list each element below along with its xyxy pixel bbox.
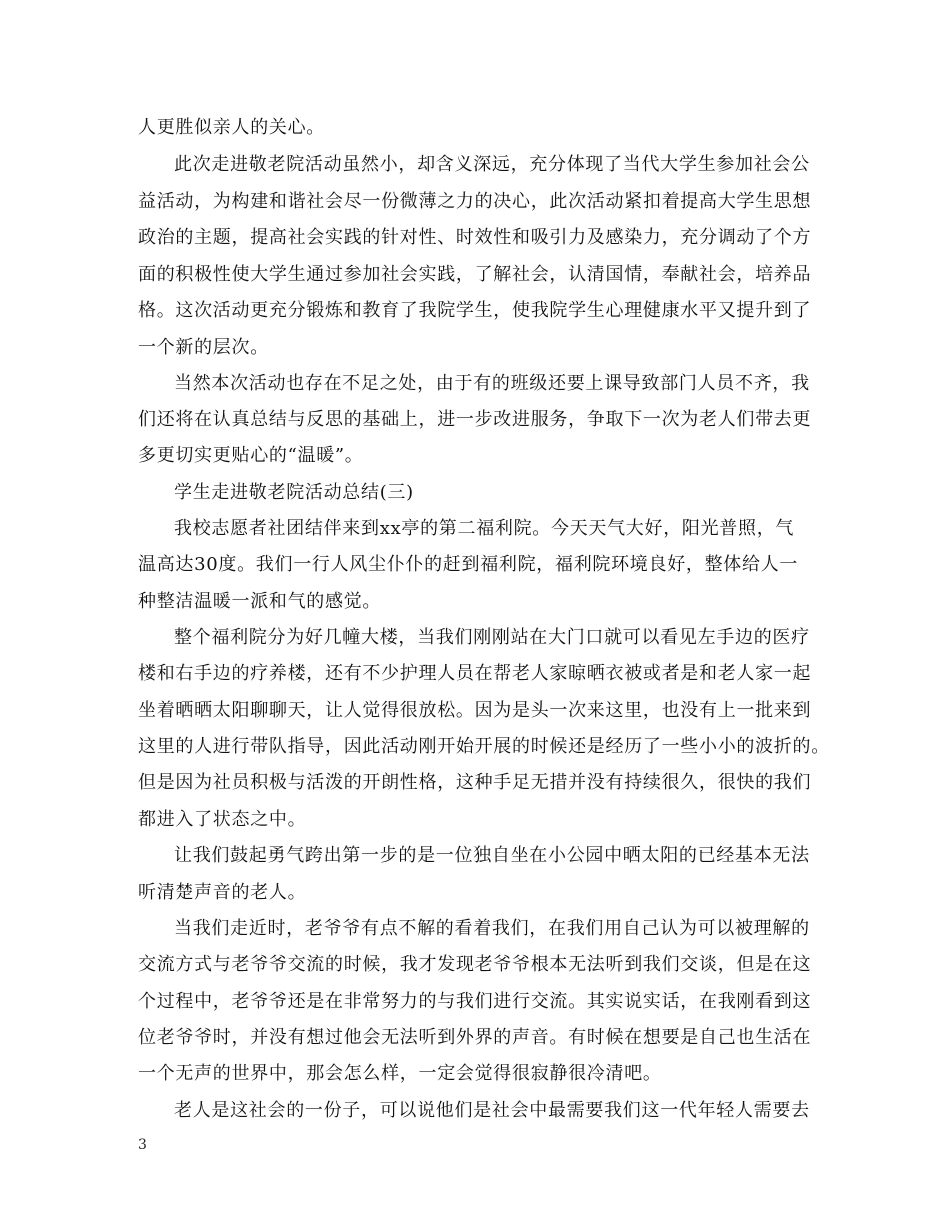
- text-line: 格。这次活动更充分锻炼和教育了我院学生，使我院学生心理健康水平又提升到了: [138, 300, 812, 321]
- text-line: 一个新的层次。: [138, 337, 269, 358]
- text-line: 楼和右手边的疗养楼，还有不少护理人员在帮老人家晾晒衣被或者是和老人家一起: [138, 663, 812, 684]
- text-line: 温高达30度。我们一行人风尘仆仆的赶到福利院，福利院环境良好，整体给人一: [138, 554, 799, 575]
- text-line: 当然本次活动也存在不足之处，由于有的班级还要上课导致部门人员不齐，我: [174, 373, 810, 394]
- text-line: 政治的主题，提高社会实践的针对性、时效性和吸引力及感染力，充分调动了个方: [138, 227, 812, 248]
- text-line: 都进入了状态之中。: [138, 809, 307, 830]
- text-line: 们还将在认真总结与反思的基础上，进一步改进服务，争取下一次为老人们带去更: [138, 409, 812, 430]
- text-line: 此次走进敬老院活动虽然小，却含义深远，充分体现了当代大学生参加社会公: [174, 154, 810, 175]
- text-line: 但是因为社员积极与活泼的开朗性格，这种手足无措并没有持续很久，很快的我们: [138, 772, 812, 793]
- text-line: 听清楚声音的老人。: [138, 882, 307, 903]
- text-line: 种整洁温暖一派和气的感觉。: [138, 591, 382, 612]
- page-number: 3: [138, 1137, 147, 1153]
- section-heading: 学生走进敬老院活动总结(三): [174, 482, 414, 503]
- text-line: 一个无声的世界中，那会怎么样，一定会觉得很寂静很冷清吧。: [138, 1063, 662, 1084]
- text-line: 位老爷爷时，并没有想过他会无法听到外界的声音。有时候在想要是自己也生活在: [138, 1027, 812, 1048]
- text-line: 当我们走近时，老爷爷有点不解的看着我们，在我们用自己认为可以被理解的: [174, 918, 810, 939]
- text-line: 我校志愿者社团结伴来到xx亭的第二福利院。今天天气大好，阳光普照，气: [174, 518, 795, 539]
- text-line: 让我们鼓起勇气跨出第一步的是一位独自坐在小公园中晒太阳的已经基本无法: [174, 845, 810, 866]
- text-line: 这里的人进行带队指导，因此活动刚开始开展的时候还是经历了一些小小的波折的。: [138, 736, 830, 757]
- text-line: 坐着晒晒太阳聊聊天，让人觉得很放松。因为是头一次来这里，也没有上一批来到: [138, 700, 812, 721]
- text-line: 面的积极性使大学生通过参加社会实践，了解社会，认清国情，奉献社会，培养品: [138, 264, 812, 285]
- text-line: 人更胜似亲人的关心。: [138, 117, 325, 138]
- text-line: 益活动，为构建和谐社会尽一份微薄之力的决心，此次活动紧扣着提高大学生思想: [138, 191, 812, 212]
- text-line: 交流方式与老爷爷交流的时候，我才发现老爷爷根本无法听到我们交谈，但是在这: [138, 954, 812, 975]
- text-line: 多更切实更贴心的“温暖”。: [138, 445, 364, 466]
- text-line: 整个福利院分为好几幢大楼，当我们刚刚站在大门口就可以看见左手边的医疗: [174, 627, 810, 648]
- text-line: 老人是这社会的一份子，可以说他们是社会中最需要我们这一代年轻人需要去: [174, 1100, 810, 1121]
- text-line: 个过程中，老爷爷还是在非常努力的与我们进行交流。其实说实话，在我刚看到这: [138, 991, 812, 1012]
